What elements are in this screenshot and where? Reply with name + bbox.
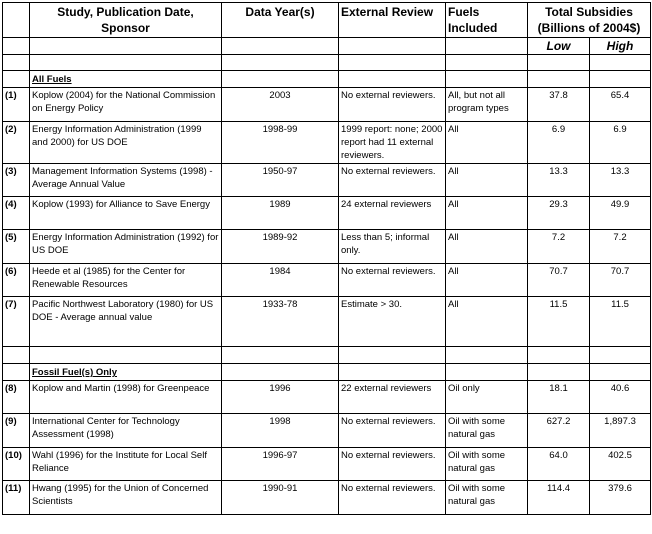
header-total-subsidies: Total Subsidies (Billions of 2004$): [528, 3, 651, 38]
table-row: [3, 381, 651, 414]
data-year-cell: 1998: [222, 414, 339, 448]
study-cell: Koplow and Martin (1998) for Greenpeace: [30, 381, 222, 414]
row-number: (9): [3, 414, 30, 448]
study-cell: Heede et al (1985) for the Center for Renewable Resources: [30, 264, 222, 297]
empty-cell: [446, 347, 528, 364]
low-cell: 37.8: [528, 88, 590, 122]
study-cell: International Center for Technology Assessment (1998): [30, 414, 222, 448]
data-year-cell: 1950-97: [222, 164, 339, 197]
data-year-cell: 1984: [222, 264, 339, 297]
empty-cell: [528, 347, 590, 364]
fuels-cell: All: [446, 122, 528, 164]
high-cell: 65.4: [590, 88, 651, 122]
external-review-cell: No external reviewers.: [339, 414, 446, 448]
fuels-cell: All: [446, 297, 528, 347]
empty-cell: [339, 71, 446, 88]
external-review-cell: Less than 5; informal only.: [339, 230, 446, 264]
fuels-cell: All: [446, 164, 528, 197]
study-cell: Pacific Northwest Laboratory (1980) for US DOE - Average annual value: [30, 297, 222, 347]
study-cell: Energy Information Administration (1999 and 2000) for US DOE: [30, 122, 222, 164]
low-cell: 7.2: [528, 230, 590, 264]
row-number: (5): [3, 230, 30, 264]
high-cell: 7.2: [590, 230, 651, 264]
high-cell: 11.5: [590, 297, 651, 347]
table-row: [3, 197, 651, 230]
table-row: [3, 164, 651, 197]
empty-cell: [3, 347, 30, 364]
empty-cell: [590, 364, 651, 381]
high-cell: 13.3: [590, 164, 651, 197]
high-cell: 379.6: [590, 481, 651, 515]
table-row: [3, 297, 651, 347]
low-cell: 627.2: [528, 414, 590, 448]
row-number: (11): [3, 481, 30, 515]
high-cell: 70.7: [590, 264, 651, 297]
section-title: All Fuels: [30, 71, 222, 88]
row-number: (10): [3, 448, 30, 481]
row-number: (7): [3, 297, 30, 347]
header-study: Study, Publication Date, Sponsor: [30, 3, 222, 38]
empty-cell: [339, 364, 446, 381]
low-cell: 29.3: [528, 197, 590, 230]
empty-cell: [528, 71, 590, 88]
study-cell: Koplow (1993) for Alliance to Save Energy: [30, 197, 222, 230]
row-number: (8): [3, 381, 30, 414]
low-cell: 11.5: [528, 297, 590, 347]
row-number: (6): [3, 264, 30, 297]
header-num: [3, 3, 30, 38]
external-review-cell: 22 external reviewers: [339, 381, 446, 414]
low-cell: 64.0: [528, 448, 590, 481]
low-cell: 70.7: [528, 264, 590, 297]
data-year-cell: 1998-99: [222, 122, 339, 164]
external-review-cell: 1999 report: none; 2000 report had 11 external reviewers.: [339, 122, 446, 164]
data-year-cell: 1996: [222, 381, 339, 414]
row-number: (2): [3, 122, 30, 164]
high-cell: 49.9: [590, 197, 651, 230]
study-cell: Koplow (2004) for the National Commission on Energy Policy: [30, 88, 222, 122]
empty-cell: [222, 347, 339, 364]
header-fuels: Fuels Included: [446, 3, 528, 38]
section-title: Fossil Fuel(s) Only: [30, 364, 222, 381]
data-year-cell: 1996-97: [222, 448, 339, 481]
high-cell: 402.5: [590, 448, 651, 481]
section-row: [3, 71, 651, 88]
spacer-row: [3, 347, 651, 364]
empty-cell: [339, 347, 446, 364]
fuels-cell: Oil with some natural gas: [446, 481, 528, 515]
data-year-cell: 1989-92: [222, 230, 339, 264]
study-cell: Hwang (1995) for the Union of Concerned Scientists: [30, 481, 222, 515]
table-row: [3, 230, 651, 264]
table-row: [3, 414, 651, 448]
data-year-cell: 1933-78: [222, 297, 339, 347]
data-year-cell: 1990-91: [222, 481, 339, 515]
study-cell: Management Information Systems (1998) - Average Annual Value: [30, 164, 222, 197]
table-row: [3, 264, 651, 297]
high-cell: 1,897.3: [590, 414, 651, 448]
low-cell: 18.1: [528, 381, 590, 414]
fuels-cell: All: [446, 197, 528, 230]
header-external-review: External Review: [339, 3, 446, 38]
table-row: [3, 448, 651, 481]
header-data-year: Data Year(s): [222, 3, 339, 38]
study-cell: Wahl (1996) for the Institute for Local Self Reliance: [30, 448, 222, 481]
fuels-cell: All: [446, 230, 528, 264]
section-row: [3, 364, 651, 381]
empty-cell: [222, 364, 339, 381]
data-year-cell: 2003: [222, 88, 339, 122]
empty-cell: [590, 347, 651, 364]
table-row: [3, 88, 651, 122]
empty-cell: [3, 364, 30, 381]
empty-cell: [446, 71, 528, 88]
fuels-cell: All: [446, 264, 528, 297]
table-row: [3, 481, 651, 515]
empty-cell: [3, 71, 30, 88]
row-number: (1): [3, 88, 30, 122]
header-high: High: [590, 38, 651, 55]
external-review-cell: No external reviewers.: [339, 448, 446, 481]
row-number: (4): [3, 197, 30, 230]
high-cell: 40.6: [590, 381, 651, 414]
fuels-cell: Oil with some natural gas: [446, 414, 528, 448]
empty-cell: [590, 71, 651, 88]
external-review-cell: No external reviewers.: [339, 88, 446, 122]
high-cell: 6.9: [590, 122, 651, 164]
subsidies-table: [2, 2, 651, 515]
header-low: Low: [528, 38, 590, 55]
low-cell: 114.4: [528, 481, 590, 515]
study-cell: Energy Information Administration (1992) for US DOE: [30, 230, 222, 264]
row-number: (3): [3, 164, 30, 197]
empty-cell: [30, 347, 222, 364]
data-year-cell: 1989: [222, 197, 339, 230]
table-row: [3, 122, 651, 164]
empty-cell: [528, 364, 590, 381]
empty-cell: [446, 364, 528, 381]
low-cell: 6.9: [528, 122, 590, 164]
fuels-cell: All, but not all program types: [446, 88, 528, 122]
fuels-cell: Oil only: [446, 381, 528, 414]
empty-cell: [222, 71, 339, 88]
fuels-cell: Oil with some natural gas: [446, 448, 528, 481]
low-cell: 13.3: [528, 164, 590, 197]
external-review-cell: No external reviewers.: [339, 164, 446, 197]
external-review-cell: 24 external reviewers: [339, 197, 446, 230]
external-review-cell: No external reviewers.: [339, 264, 446, 297]
external-review-cell: Estimate > 30.: [339, 297, 446, 347]
external-review-cell: No external reviewers.: [339, 481, 446, 515]
